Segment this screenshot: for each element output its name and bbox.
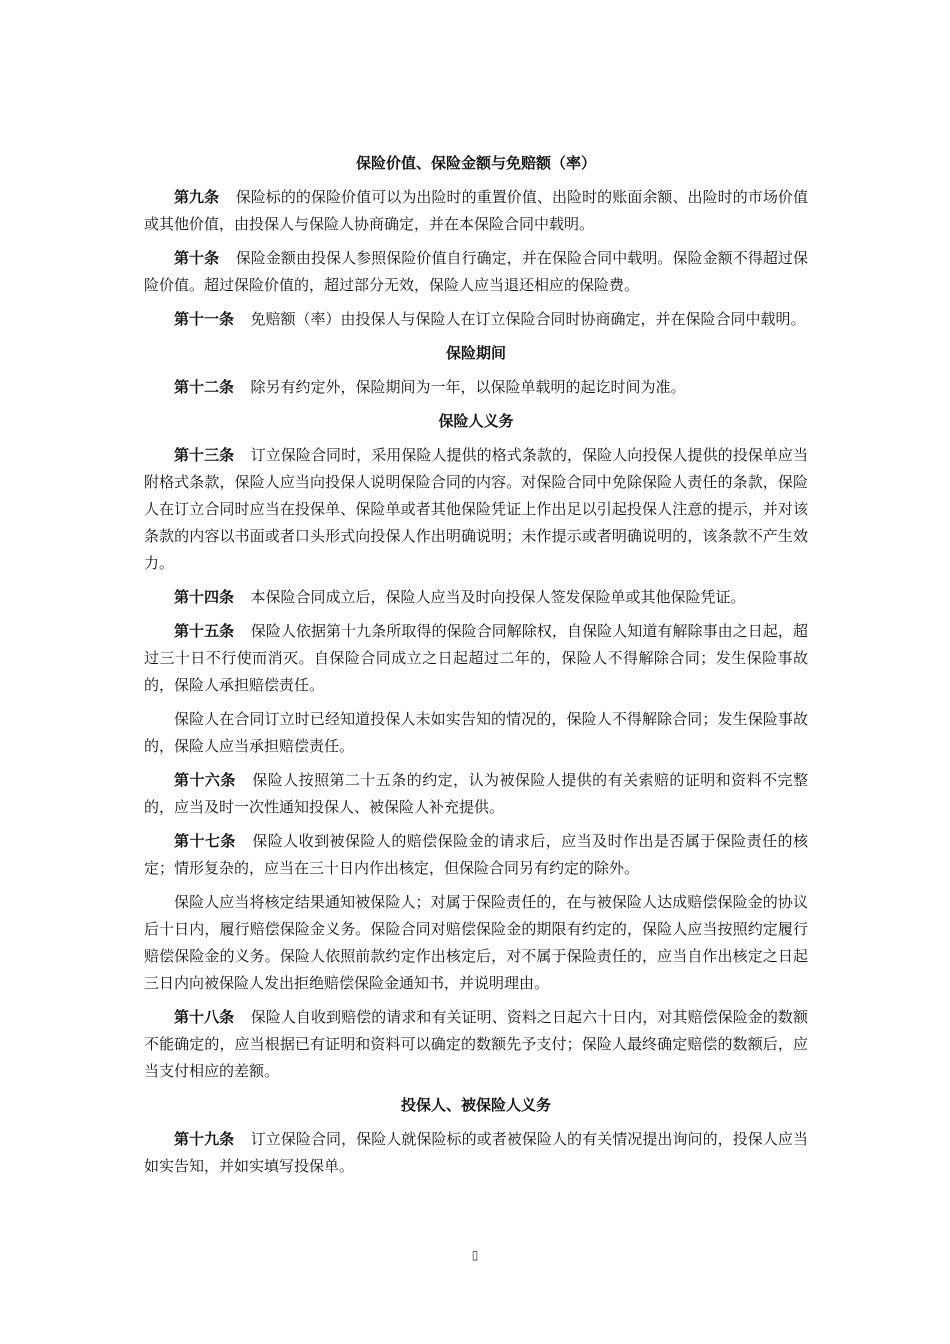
section-heading: 保险期间 bbox=[445, 344, 506, 362]
clause-text: 保险标的的保险价值可以为出险时的重置价值、出险时的账面余额、出险时的市场价值或其他价值，由投保人与保险人协商确定，并在本保险合同中载明。 bbox=[144, 188, 808, 233]
clause-paragraph bbox=[144, 889, 808, 997]
clause-paragraph bbox=[144, 306, 808, 333]
clause-text: 保险人依据第十九条所取得的保险合同解除权，自保险人知道有解除事由之日起，超过三十日不行使而消灭。自保险合同成立之日起超过二年的，保险人不得解除合同；发生保险事故的，保险人承担赔偿责任。 bbox=[144, 622, 808, 694]
section-heading: 保险人义务 bbox=[438, 412, 514, 430]
article-number: 第十三条 bbox=[174, 446, 235, 464]
clause-text: 本保险合同成立后，保险人应当及时向投保人签发保险单或其他保险凭证。 bbox=[250, 588, 746, 606]
article-number: 第十条 bbox=[174, 249, 220, 267]
clause-paragraph bbox=[144, 1004, 808, 1085]
clause-paragraph bbox=[144, 442, 808, 577]
clause-text: 保险人收到被保险人的赔偿保险金的请求后，应当及时作出是否属于保险责任的核定；情形复杂的，应当在三十日内作出核定，但保险合同另有约定的除外。 bbox=[144, 832, 808, 877]
article-number: 第九条 bbox=[174, 188, 220, 206]
article-number: 第十一条 bbox=[174, 310, 235, 328]
clause-text: 保险人应当将核定结果通知被保险人；对属于保险责任的，在与被保险人达成赔偿保险金的协议后十日内，履行赔偿保险金义务。保险合同对赔偿保险金的期限有约定的，保险人应当按照约定履行赔偿保险金的义务。保险人依照前款约定作出核定后，对不属于保险责任的，应当自作出核定之日起三日内向被保险人发出拒绝赔偿保险金通知书，并说明理由。 bbox=[144, 893, 808, 992]
article-number: 第十二条 bbox=[174, 378, 235, 396]
article-number: 第十六条 bbox=[174, 771, 236, 789]
clause-text: 订立保险合同时，采用保险人提供的格式条款的，保险人向投保人提供的投保单应当附格式条款，保险人应当向投保人说明保险合同的内容。对保险合同中免除保险人责任的条款，保险人在订立合同时应当在投保单、保险单或者其他保险凭证上作出足以引起投保人注意的提示，并对该条款的内容以书面或者口头形式向投保人作出明确说明；未作提示或者明确说明的，该条款不产生效力。 bbox=[144, 446, 808, 572]
clause-text: 保险金额由投保人参照保险价值自行确定，并在保险合同中载明。保险金额不得超过保险价值。超过保险价值的，超过部分无效，保险人应当退还相应的保险费。 bbox=[144, 249, 808, 294]
article-number: 第十九条 bbox=[174, 1130, 235, 1148]
article-number: 第十八条 bbox=[174, 1008, 235, 1026]
section-heading: 投保人、被保险人义务 bbox=[400, 1096, 551, 1114]
clause-paragraph bbox=[144, 828, 808, 882]
article-number: 第十七条 bbox=[174, 832, 236, 850]
clause-paragraph bbox=[144, 618, 808, 699]
clause-paragraph bbox=[144, 245, 808, 299]
page-number: ▯ bbox=[471, 1248, 479, 1262]
clause-paragraph bbox=[144, 767, 808, 821]
clause-text: 除另有约定外，保险期间为一年，以保险单载明的起讫时间为准。 bbox=[250, 378, 686, 396]
article-number: 第十五条 bbox=[174, 622, 235, 640]
document-body bbox=[144, 150, 808, 1187]
clause-paragraph bbox=[144, 584, 808, 611]
page-footer bbox=[0, 1248, 950, 1262]
clause-paragraph bbox=[144, 1126, 808, 1180]
section-heading: 保险价值、保险金额与免赔额（率） bbox=[355, 154, 596, 172]
clause-paragraph bbox=[144, 706, 808, 760]
clause-paragraph bbox=[144, 184, 808, 238]
clause-text: 免赔额（率）由投保人与保险人在订立保险合同时协商确定，并在保险合同中载明。 bbox=[250, 310, 806, 328]
clause-text: 订立保险合同，保险人就保险标的或者被保险人的有关情况提出询问的，投保人应当如实告知，并如实填写投保单。 bbox=[144, 1130, 808, 1175]
clause-text: 保险人自收到赔偿的请求和有关证明、资料之日起六十日内，对其赔偿保险金的数额不能确定的，应当根据已有证明和资料可以确定的数额先予支付；保险人最终确定赔偿的数额后，应当支付相应的差额。 bbox=[144, 1008, 808, 1080]
clause-text: 保险人在合同订立时已经知道投保人未如实告知的情况的，保险人不得解除合同；发生保险事故的，保险人应当承担赔偿责任。 bbox=[144, 710, 808, 755]
clause-text: 保险人按照第二十五条的约定，认为被保险人提供的有关索赔的证明和资料不完整的，应当及时一次性通知投保人、被保险人补充提供。 bbox=[144, 771, 808, 816]
clause-paragraph bbox=[144, 374, 808, 401]
article-number: 第十四条 bbox=[174, 588, 235, 606]
